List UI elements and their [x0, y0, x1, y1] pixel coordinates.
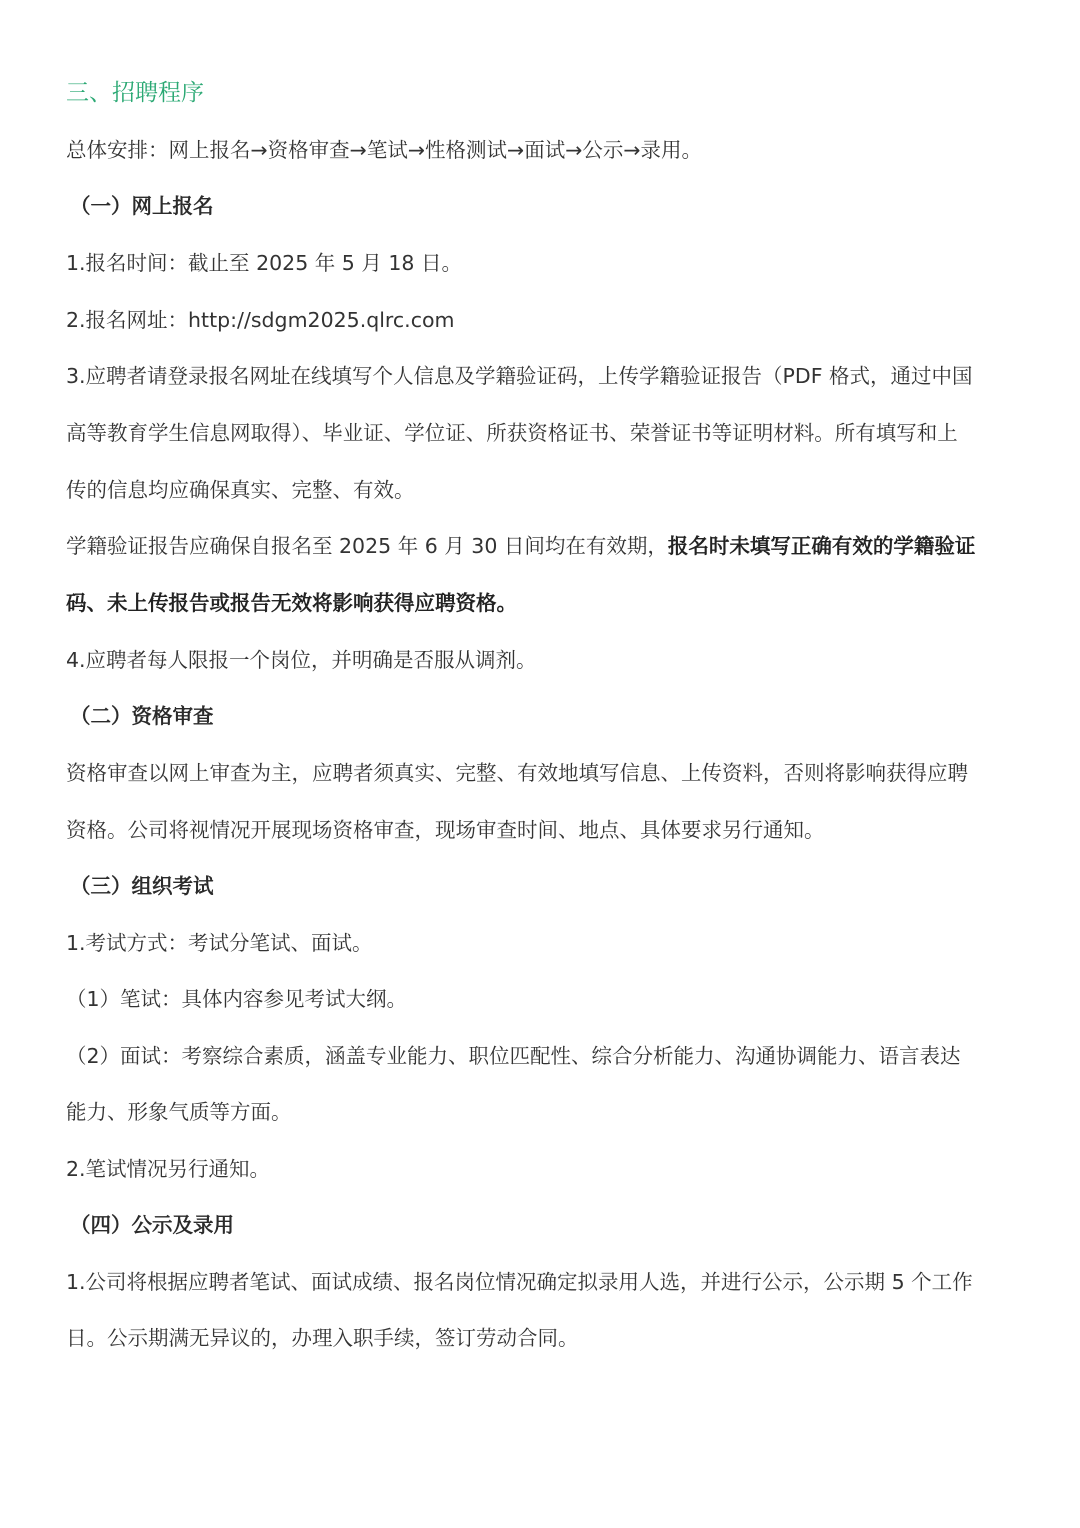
part4-line2: 日。公示期满无异议的，办理入职手续，签订劳动合同。: [66, 1326, 579, 1350]
section-title: 三、招聘程序: [66, 80, 204, 106]
part3-item2: 2.笔试情况另行通知。: [66, 1157, 271, 1181]
overview-text: 总体安排：网上报名→资格审查→笔试→性格测试→面试→公示→录用。: [66, 138, 703, 162]
part1-note-bold-2: 码、未上传报告或报告无效将影响获得应聘资格。: [66, 591, 517, 615]
part4-line1: 1.公司将根据应聘者笔试、面试成绩、报名岗位情况确定拟录用人选，并进行公示，公示期 5 个工作: [66, 1270, 973, 1294]
part1-item3-line1: 3.应聘者请登录报名网址在线填写个人信息及学籍验证码，上传学籍验证报告（PDF 格式，通过中国: [66, 364, 973, 388]
part2-line2: 资格。公司将视情况开展现场资格审查，现场审查时间、地点、具体要求另行通知。: [66, 818, 825, 842]
part1-item3-line3: 传的信息均应确保真实、完整、有效。: [66, 478, 415, 502]
part1-title: （一）网上报名: [70, 194, 214, 218]
part3-title: （三）组织考试: [70, 874, 214, 898]
part3-sub2-line1: （2）面试：考察综合素质，涵盖专业能力、职位匹配性、综合分析能力、沟通协调能力、语言表达: [66, 1044, 961, 1068]
part3-sub2-line2: 能力、形象气质等方面。: [66, 1100, 292, 1124]
part1-note-bold-1: 报名时未填写正确有效的学籍验证: [667, 534, 976, 558]
part1-item3-line2: 高等教育学生信息网取得）、毕业证、学位证、所获资格证书、荣誉证书等证明材料。所有填写和上: [66, 421, 958, 445]
part4-title: （四）公示及录用: [70, 1213, 234, 1237]
part2-title: （二）资格审查: [70, 704, 214, 728]
part1-item2: 2.报名网址：http://sdgm2025.qlrc.com: [66, 308, 455, 332]
part1-item4: 4.应聘者每人限报一个岗位，并明确是否服从调剂。: [66, 648, 537, 672]
part1-item1: 1.报名时间：截止至 2025 年 5 月 18 日。: [66, 251, 462, 275]
part3-item1: 1.考试方式：考试分笔试、面试。: [66, 931, 373, 955]
part1-note-line1: [66, 528, 1026, 564]
part3-sub1: （1）笔试：具体内容参见考试大纲。: [66, 987, 408, 1011]
part1-note-normal: 学籍验证报告应确保自报名至 2025 年 6 月 30 日间均在有效期，: [66, 534, 668, 558]
part2-line1: 资格审查以网上审查为主，应聘者须真实、完整、有效地填写信息、上传资料，否则将影响获得应聘: [66, 761, 968, 785]
